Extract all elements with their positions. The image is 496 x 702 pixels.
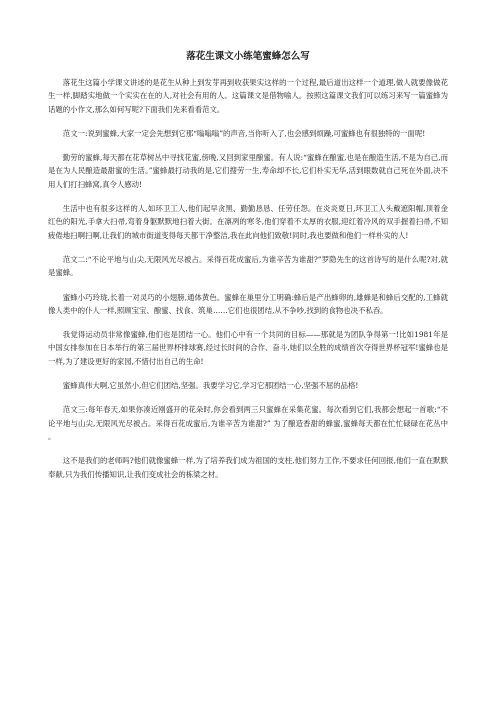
document-title: 落花生课文小练笔蜜蜂怎么写 [186,51,310,62]
paragraph-example-2-athletes: 我觉得运动员非常像蜜蜂,他们也是团结一心。他们心中有一个共同的目标——那就是为团队争得第一!比如1981年是中国女排参加在日本举行的第三届世界杯排球赛,经过长时间的合作、奋斗,她们以全胜的成绩首次夺得世界杯冠军!蜜蜂也是一样,为了建设更好的家园,不惜付出自己的生命! [48,330,448,366]
paragraph-intro: 落花生这篇小学课文讲述的是花生从种上到发芽再到收获果实这样的一个过程,最后道出这样一个道理,做人就要像做花生一样,脚踏实地做一个实实在在的人,对社会有用的人。这篇课文是借物喻人。按照这篇课文我们可以练习来写一篇蜜蜂为话题的小作文,那么如何写呢?下面我们先来看看范文。 [48,78,448,114]
paragraph-example-2-closing: 蜜蜂真伟大啊,它虽然小,但它们团结,坚强。我要学习它,学习它那团结一心,坚强不屈的品格! [62,381,359,391]
paragraph-example-1-bees: 勤劳的蜜蜂,每天都在花草树丛中寻找花蜜,傍晚,又回到家里酿蜜。有人说:“蜜蜂在酿蜜,也是在酿造生活,不是为自己,而是在为人民酿造最甜蜜的生活。”蜜蜂最打动我的是,它们搜劳一生,寿命却不长,它们朴实无华,活到眼数就自己死在外面,决不用人们打扫蜂窝,真令人感动! [48,153,448,189]
paragraph-example-1-workers: 生活中也有很多这样的人,如环卫工人,他们起早贪黑、勤勤恳恳、任劳任怨。在炎炎夏日,环卫工人头戴遮阳帽,顶着金红色的阳光,手拿大扫帚,弯着身躯默默地扫着大街。在凛冽的寒冬,他们穿着不太厚的衣服,迎红着冷风的双手握着扫帚,不知疲倦地扫啊扫啊,让我们的城市街道变得每天都干净整洁,我在此向他们致敬!同时,我也要做和他们一样朴实的人! [48,204,448,240]
paragraph-example-3-teachers: 这不是我们的老师吗?他们就像蜜蜂一样,为了培养我们成为祖国的支柱,他们努力工作,不要求任何回报,他们一直在默默奉献,只为我们传播知识,让我们变成社会的栋梁之材。 [48,456,448,479]
paragraph-example-3-opening: 范文三:每年春天,如果你凑近刚盛开的花朵时,你会看到两三只蜜蜂在采集花蜜。每次看到它们,我都会想起一首歌:“不论平地与山尖,无限风光尽被占。采得百花成蜜后,为谁辛苦为谁甜?” 为了酿造香甜的蜂蜜,蜜蜂每天都在忙忙碌碌在花丛中 。 [48,405,448,441]
paragraph-example-1-opening: 范文一:说到蜜蜂,大家一定会先想到它那“嗡嗡嗡”的声音,当你听入了,也会感到烦躁,可蜜蜂也有很独特的一面呢! [62,128,426,138]
paragraph-example-2-opening: 范文二:“不论平地与山尖,无限风光尽被占。采得百花成蜜后,为谁辛苦为谁甜?”罗隐先生的这首诗写的是什么呢?对,就是蜜蜂。 [48,254,448,278]
paragraph-example-2-bees: 蜜蜂小巧玲珑,长着一对灵巧的小翅膀,通体黄色。蜜蜂在巢里分工明确:蜂后是产出蜂卵的,雄蜂是和蜂后交配的,工蜂就像人类中的仆人一样,照顾宝宝、酿蜜、找食、筑巢……它们也很团结,从不争吵,找到的食物也决不私吞。 [48,292,448,315]
